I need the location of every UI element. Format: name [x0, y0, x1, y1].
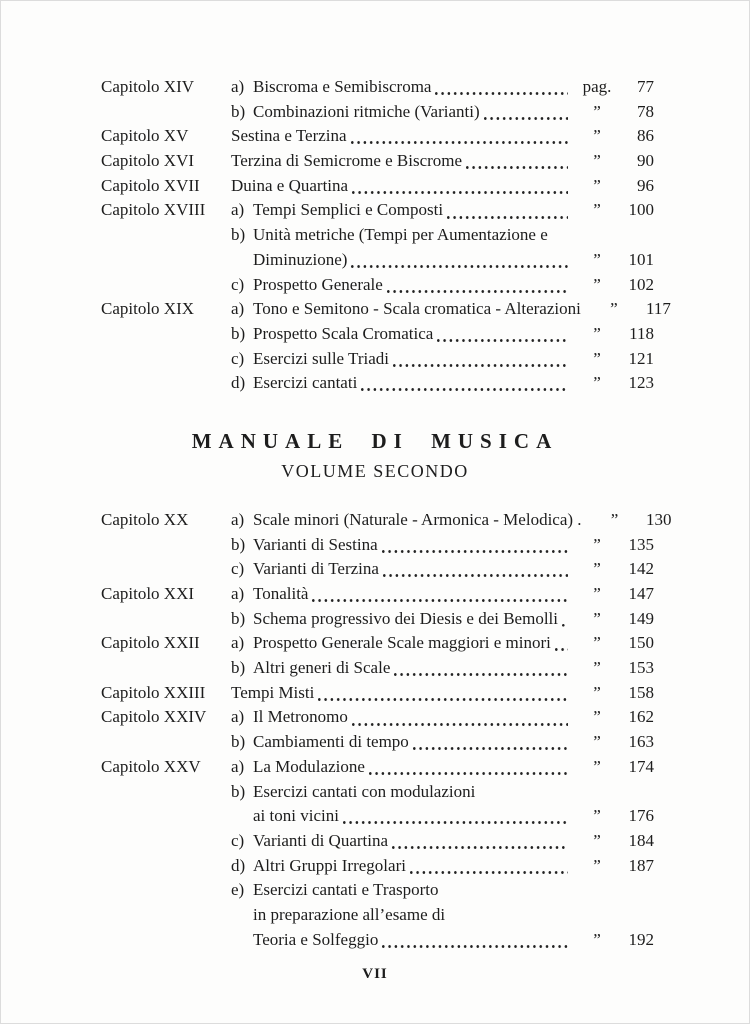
- toc-row: [101, 928, 654, 953]
- item-marker: a): [231, 633, 245, 653]
- item-title: Unità metriche (Tempi per Aumentazione e: [253, 225, 548, 245]
- dot-leader: [383, 557, 568, 582]
- toc-row: [101, 533, 654, 558]
- item-marker: b): [231, 225, 246, 245]
- page-unit-label: ”: [593, 126, 601, 146]
- item-marker: [231, 928, 253, 953]
- dot-leader: [387, 273, 568, 298]
- chapter-label: [101, 322, 231, 347]
- chapter-label: Capitolo XV: [101, 126, 189, 146]
- chapter-label: Capitolo XVII: [101, 175, 200, 195]
- toc-row: [101, 681, 654, 706]
- page-unit-label: ”: [593, 274, 601, 294]
- item-marker: a): [231, 77, 245, 96]
- chapter-label: [101, 928, 231, 953]
- page-unit-label: ”: [593, 348, 601, 368]
- chapter-label: [101, 607, 231, 632]
- page-unit-label: ”: [593, 707, 601, 727]
- item-marker: d): [231, 373, 246, 393]
- page-number: 153: [628, 658, 654, 678]
- item-marker: [231, 248, 253, 273]
- page-number: 77: [637, 77, 654, 96]
- item-title: Tempi Semplici e Composti: [253, 200, 444, 220]
- toc-row: [101, 371, 654, 396]
- chapter-label: [101, 730, 231, 755]
- page-number-footer: VII: [362, 966, 388, 983]
- page-number: 192: [628, 929, 654, 949]
- chapter-label: Capitolo XXIV: [101, 707, 207, 727]
- toc-row: [101, 557, 654, 582]
- dot-leader: [351, 124, 568, 149]
- dot-leader: [318, 681, 568, 706]
- item-title: Combinazioni ritmiche (Varianti): [253, 101, 480, 121]
- dot-leader: [393, 347, 568, 372]
- page-unit-label: ”: [593, 323, 601, 343]
- chapter-label: [101, 878, 231, 903]
- dot-leader: [555, 631, 568, 656]
- page-unit-label: ”: [610, 509, 619, 529]
- toc-row: [101, 755, 654, 780]
- page-unit-label: ”: [593, 830, 601, 850]
- chapter-label: [101, 248, 231, 273]
- toc-row: [101, 829, 654, 854]
- volume-subtitle: VOLUME SECONDO: [281, 460, 469, 481]
- item-title: Tono e Semitono - Scala cromatica - Alterazioni: [253, 299, 581, 319]
- item-title: Altri generi di Scale: [253, 658, 391, 678]
- toc-row: [101, 100, 654, 125]
- toc-section-volume-secondo: [101, 482, 672, 952]
- item-marker: b): [231, 323, 246, 343]
- page-number: 142: [628, 559, 654, 579]
- item-title: Tonalità: [253, 584, 309, 603]
- page-number: [618, 878, 654, 903]
- item-title: in preparazione all’esame di: [253, 904, 446, 924]
- item-marker: b): [231, 781, 246, 801]
- volume-title: MANUALE DI MUSICA: [191, 428, 559, 453]
- chapter-label: Capitolo XX: [101, 509, 189, 529]
- page-unit-label: ”: [593, 855, 601, 875]
- dot-leader: [413, 730, 568, 755]
- chapter-label: Capitolo XIX: [101, 299, 195, 319]
- chapter-label: [101, 854, 231, 879]
- chapter-label: [101, 557, 231, 582]
- page-unit-label: pag.: [582, 77, 612, 96]
- item-marker: a): [231, 707, 245, 727]
- page-number: 174: [628, 756, 654, 776]
- page-number: 150: [628, 633, 654, 653]
- toc-row: [101, 508, 672, 533]
- toc-row: [101, 656, 654, 681]
- dot-leader: [435, 75, 568, 100]
- toc-row: [101, 854, 654, 879]
- page-number: 163: [628, 732, 654, 752]
- chapter-label: Capitolo XXII: [101, 633, 200, 653]
- item-marker: [231, 804, 253, 829]
- item-title: Esercizi sulle Triadi: [253, 348, 389, 368]
- page-number: 118: [629, 323, 654, 343]
- page-unit-label: ”: [593, 151, 601, 171]
- page-number: 158: [628, 682, 654, 702]
- chapter-label: Capitolo XIV: [101, 77, 195, 96]
- toc-row: [101, 322, 654, 347]
- item-title: ai toni vicini: [253, 806, 339, 826]
- toc-row: [101, 174, 654, 199]
- page-number: 130: [646, 509, 672, 529]
- dot-leader: [443, 878, 568, 903]
- page-unit-label: ”: [593, 608, 601, 628]
- item-title: Biscroma e Semibiscroma: [253, 77, 432, 96]
- page-unit-label: ”: [593, 756, 601, 776]
- page-number: 102: [628, 274, 654, 294]
- page-number: [618, 903, 654, 928]
- item-title: Il Metronomo: [253, 707, 348, 727]
- item-title: La Modulazione: [253, 756, 365, 776]
- item-title: Esercizi cantati con modulazioni: [253, 781, 476, 801]
- chapter-label: [101, 347, 231, 372]
- item-title: Duina e Quartina: [231, 175, 349, 195]
- page-unit-label: ”: [593, 101, 601, 121]
- item-title: Varianti di Sestina: [253, 534, 378, 554]
- page-unit-label: ”: [593, 633, 601, 653]
- item-title: Prospetto Scala Cromatica: [253, 323, 434, 343]
- chapter-label: [101, 780, 231, 805]
- chapter-label: [101, 804, 231, 829]
- dot-leader: [562, 607, 568, 632]
- dot-leader: [437, 322, 568, 347]
- item-title: Varianti di Terzina: [253, 559, 379, 579]
- item-marker: b): [231, 658, 246, 678]
- page-unit-label: ”: [593, 584, 601, 603]
- dot-leader: [382, 928, 568, 953]
- page-number: 90: [637, 151, 654, 171]
- page-number: 100: [628, 200, 654, 220]
- item-title: Tempi Misti: [231, 682, 315, 702]
- item-marker: a): [231, 509, 245, 529]
- page-unit-label: ”: [593, 373, 601, 393]
- toc-row: [101, 273, 654, 298]
- item-marker: c): [231, 274, 245, 294]
- dot-leader: [552, 223, 568, 248]
- toc-section-volume-primo: [101, 1, 671, 396]
- page-unit-label: ”: [593, 929, 601, 949]
- chapter-label: [101, 533, 231, 558]
- page-unit-label: ”: [593, 732, 601, 752]
- item-title: Altri Gruppi Irregolari: [253, 855, 406, 875]
- page-unit-label: ”: [593, 175, 601, 195]
- item-marker: c): [231, 348, 245, 368]
- toc-row: [101, 878, 654, 903]
- item-title: Teoria e Solfeggio: [253, 929, 379, 949]
- item-marker: b): [231, 534, 246, 554]
- toc-row: [101, 705, 654, 730]
- dot-leader: [479, 780, 568, 805]
- item-title: Prospetto Generale: [253, 274, 383, 294]
- chapter-label: Capitolo XXIII: [101, 682, 206, 702]
- chapter-label: [101, 273, 231, 298]
- item-marker: c): [231, 559, 245, 579]
- item-marker: a): [231, 584, 245, 603]
- toc-row: [101, 124, 654, 149]
- page-number: 184: [628, 830, 654, 850]
- item-marker: a): [231, 200, 245, 220]
- chapter-label: [101, 371, 231, 396]
- dot-leader: [410, 854, 568, 879]
- page-number: 187: [628, 855, 654, 875]
- page-number: [618, 223, 654, 248]
- page-unit-label: [576, 878, 618, 903]
- item-marker: d): [231, 855, 246, 875]
- page-unit-label: ”: [593, 559, 601, 579]
- toc-row: [101, 582, 654, 607]
- item-marker: a): [231, 299, 245, 319]
- page-number: 149: [628, 608, 654, 628]
- item-title: Sestina e Terzina: [231, 126, 347, 146]
- page-number: 176: [628, 806, 654, 826]
- dot-leader: [352, 705, 568, 730]
- page-number: 162: [628, 707, 654, 727]
- toc-row: [101, 149, 654, 174]
- item-marker: b): [231, 732, 246, 752]
- chapter-label: Capitolo XVIII: [101, 200, 206, 220]
- dot-leader: [449, 903, 568, 928]
- item-title: Esercizi cantati: [253, 373, 358, 393]
- item-title: Scale minori (Naturale - Armonica - Melodica) .: [253, 509, 582, 529]
- page-number: 96: [637, 175, 654, 195]
- item-marker: b): [231, 608, 246, 628]
- dot-leader: [466, 149, 568, 174]
- item-title: Diminuzione): [253, 249, 348, 269]
- toc-row: [101, 297, 671, 322]
- toc-row: [101, 198, 654, 223]
- dot-leader: [361, 371, 568, 396]
- dot-leader: [352, 174, 568, 199]
- page-unit-label: [576, 223, 618, 248]
- toc-row: [101, 631, 654, 656]
- page-unit-label: ”: [593, 806, 601, 826]
- chapter-label: [101, 100, 231, 125]
- toc-row: [101, 75, 654, 100]
- toc-row: [101, 607, 654, 632]
- item-marker: b): [231, 101, 246, 121]
- item-title: Schema progressivo dei Diesis e dei Bemolli: [253, 608, 558, 628]
- page-number: 117: [645, 299, 671, 319]
- dot-leader: [343, 804, 568, 829]
- dot-leader: [351, 248, 568, 273]
- page-unit-label: [576, 903, 618, 928]
- chapter-label: Capitolo XXV: [101, 756, 201, 776]
- page-unit-label: ”: [593, 200, 601, 220]
- item-title: Esercizi cantati e Trasporto: [253, 880, 439, 900]
- dot-leader: [392, 829, 568, 854]
- toc-row: [101, 223, 654, 248]
- item-title: Terzina di Semicrome e Biscrome: [231, 151, 463, 171]
- item-title: Cambiamenti di tempo: [253, 732, 409, 752]
- page-number: 121: [628, 348, 654, 368]
- page-number: 135: [628, 534, 654, 554]
- page-unit-label: ”: [610, 299, 618, 319]
- chapter-label: [101, 829, 231, 854]
- chapter-label: Capitolo XXI: [101, 584, 195, 603]
- chapter-label: [101, 223, 231, 248]
- dot-leader: [312, 582, 568, 607]
- dot-leader: [447, 198, 568, 223]
- chapter-label: [101, 656, 231, 681]
- dot-leader: [382, 533, 568, 558]
- page-number: 123: [628, 373, 654, 393]
- toc-row: [101, 780, 654, 805]
- item-title: Varianti di Quartina: [253, 830, 389, 850]
- item-title: Prospetto Generale Scale maggiori e minori: [253, 633, 551, 653]
- page-number: [618, 780, 654, 805]
- chapter-label: [101, 903, 231, 928]
- dot-leader: [484, 100, 568, 125]
- page-number: 78: [637, 101, 654, 121]
- volume-heading: [1, 429, 749, 482]
- page-unit-label: ”: [593, 534, 601, 554]
- page-unit-label: [576, 780, 618, 805]
- dot-leader: [394, 656, 568, 681]
- item-marker: [231, 903, 253, 928]
- toc-row: [101, 248, 654, 273]
- page-number: 147: [628, 584, 654, 603]
- page-number: 86: [637, 126, 654, 146]
- page-number: 101: [628, 249, 654, 269]
- item-marker: e): [231, 880, 245, 900]
- dot-leader: [369, 755, 568, 780]
- item-marker: a): [231, 756, 245, 776]
- page-unit-label: ”: [593, 658, 601, 678]
- chapter-label: Capitolo XVI: [101, 151, 195, 171]
- page-unit-label: ”: [593, 682, 601, 702]
- toc-row: [101, 903, 654, 928]
- toc-row: [101, 730, 654, 755]
- page-unit-label: ”: [593, 249, 601, 269]
- toc-row: [101, 804, 654, 829]
- toc-row: [101, 347, 654, 372]
- item-marker: c): [231, 830, 245, 850]
